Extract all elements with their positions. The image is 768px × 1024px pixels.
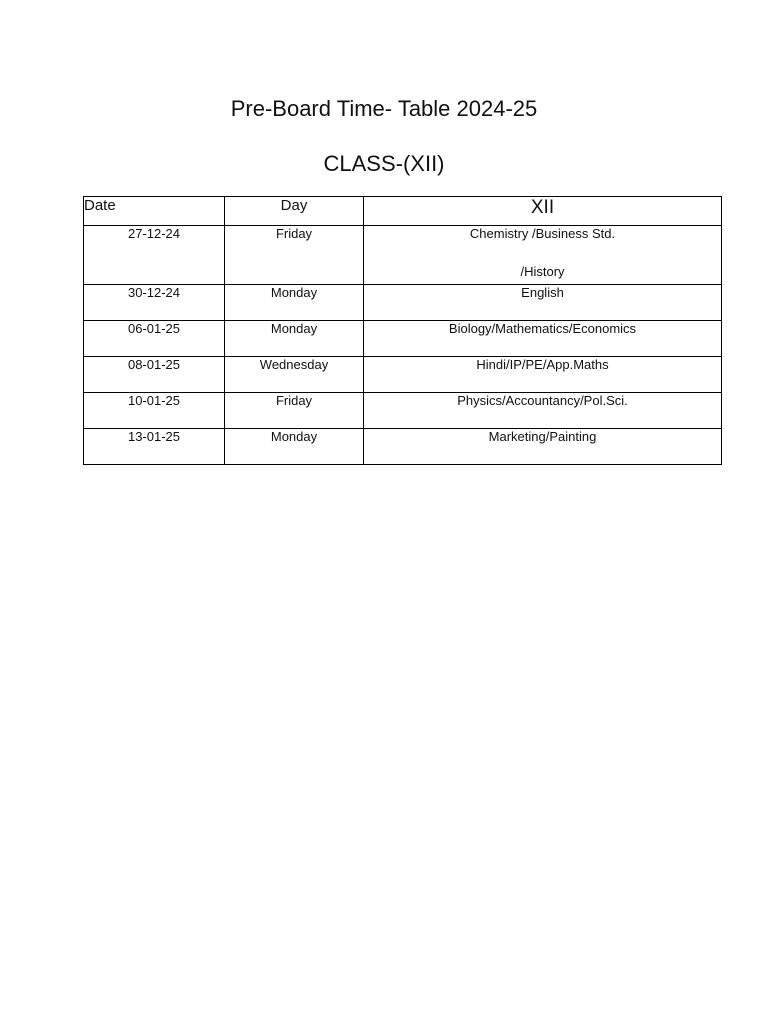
day-cell: Friday — [225, 226, 364, 285]
table-row — [84, 226, 722, 285]
day-cell: Monday — [225, 429, 364, 465]
date-cell: 13-01-25 — [84, 429, 225, 465]
date-cell: 06-01-25 — [84, 321, 225, 357]
day-cell: Monday — [225, 285, 364, 321]
subjects-line: Physics/Accountancy/Pol.Sci. — [457, 393, 628, 408]
subjects-line: English — [521, 285, 564, 300]
date-cell: 27-12-24 — [84, 226, 225, 285]
table-row — [84, 429, 722, 465]
table-row — [84, 321, 722, 357]
table-row — [84, 357, 722, 393]
day-cell: Wednesday — [225, 357, 364, 393]
subjects-line: Biology/Mathematics/Economics — [448, 321, 637, 336]
table-row — [84, 285, 722, 321]
subjects-cell — [364, 393, 722, 429]
date-cell: 10-01-25 — [84, 393, 225, 429]
subjects-line: Marketing/Painting — [488, 429, 597, 444]
table-row — [84, 393, 722, 429]
date-cell: 08-01-25 — [84, 357, 225, 393]
subjects-line: Hindi/IP/PE/App.Maths — [476, 357, 609, 372]
day-cell: Friday — [225, 393, 364, 429]
column-header-date: Date — [84, 197, 225, 226]
exam-timetable — [83, 196, 722, 465]
table-header-row — [84, 197, 722, 226]
day-cell: Monday — [225, 321, 364, 357]
class-title: CLASS-(XII) — [323, 151, 445, 176]
subjects-cell — [364, 226, 722, 285]
subjects-cell — [364, 429, 722, 465]
subjects-cell — [364, 357, 722, 393]
subjects-line: /History — [520, 264, 565, 279]
subjects-cell — [364, 321, 722, 357]
column-header-day: Day — [225, 197, 364, 226]
subjects-cell — [364, 285, 722, 321]
date-cell: 30-12-24 — [84, 285, 225, 321]
document-title: Pre-Board Time- Table 2024-25 — [230, 96, 538, 121]
subjects-line: Chemistry /Business Std. — [469, 226, 616, 241]
column-header-subjects: XII — [364, 197, 722, 226]
